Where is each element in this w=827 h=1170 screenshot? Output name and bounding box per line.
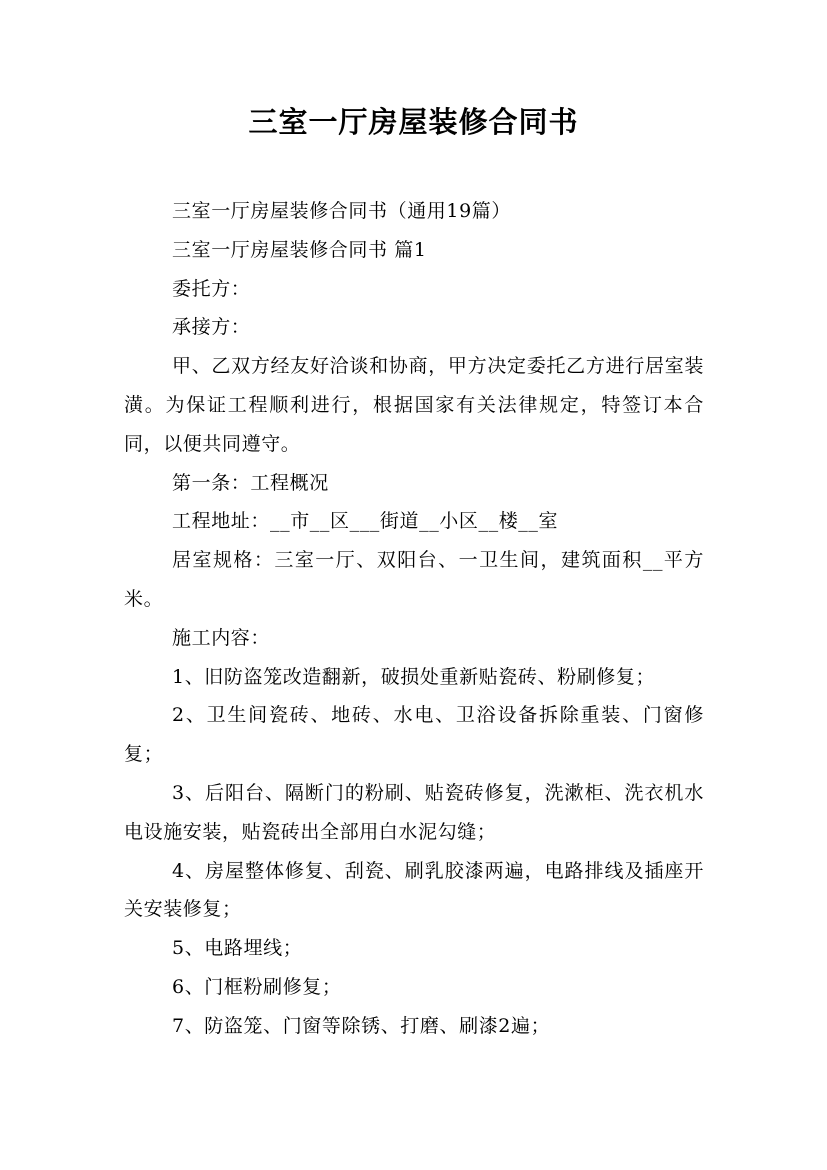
paragraph: 委托方： [172,277,251,300]
paragraph: 施工内容： [172,626,271,649]
paragraph: 5、电路埋线； [172,937,303,960]
document-body [124,192,704,1046]
paragraph: 2、卫生间瓷砖、地砖、水电、卫浴设备拆除重装、门窗修复； [124,704,704,766]
paragraph: 承接方： [172,316,251,339]
paragraph: 三室一厅房屋装修合同书（通用19篇） [172,200,511,222]
document-title: 三室一厅房屋装修合同书 [248,105,579,139]
paragraph: 7、防盗笼、门窗等除锈、打磨、刷漆2遍； [172,1014,551,1037]
paragraph: 居室规格：三室一厅、双阳台、一卫生间，建筑面积__平方米。 [124,549,704,610]
paragraph: 三室一厅房屋装修合同书 篇1 [172,238,427,261]
paragraph: 4、房屋整体修复、刮瓷、刷乳胶漆两遍，电路排线及插座开关安装修复； [124,859,704,921]
paragraph: 工程地址：__市__区___街道__小区__楼__室 [172,510,559,533]
paragraph: 1、旧防盗笼改造翻新，破损处重新贴瓷砖、粉刷修复； [172,665,656,688]
paragraph: 甲、乙双方经友好洽谈和协商，甲方决定委托乙方进行居室装潢。为保证工程顺利进行，根据国家有关法律规定，特签订本合同，以便共同遵守。 [124,355,704,455]
paragraph: 3、后阳台、隔断门的粉刷、贴瓷砖修复，洗漱柜、洗衣机水电设施安装，贴瓷砖出全部用白水泥勾缝； [124,781,704,843]
paragraph: 6、门框粉刷修复； [172,975,342,998]
paragraph: 第一条：工程概况 [172,471,329,494]
